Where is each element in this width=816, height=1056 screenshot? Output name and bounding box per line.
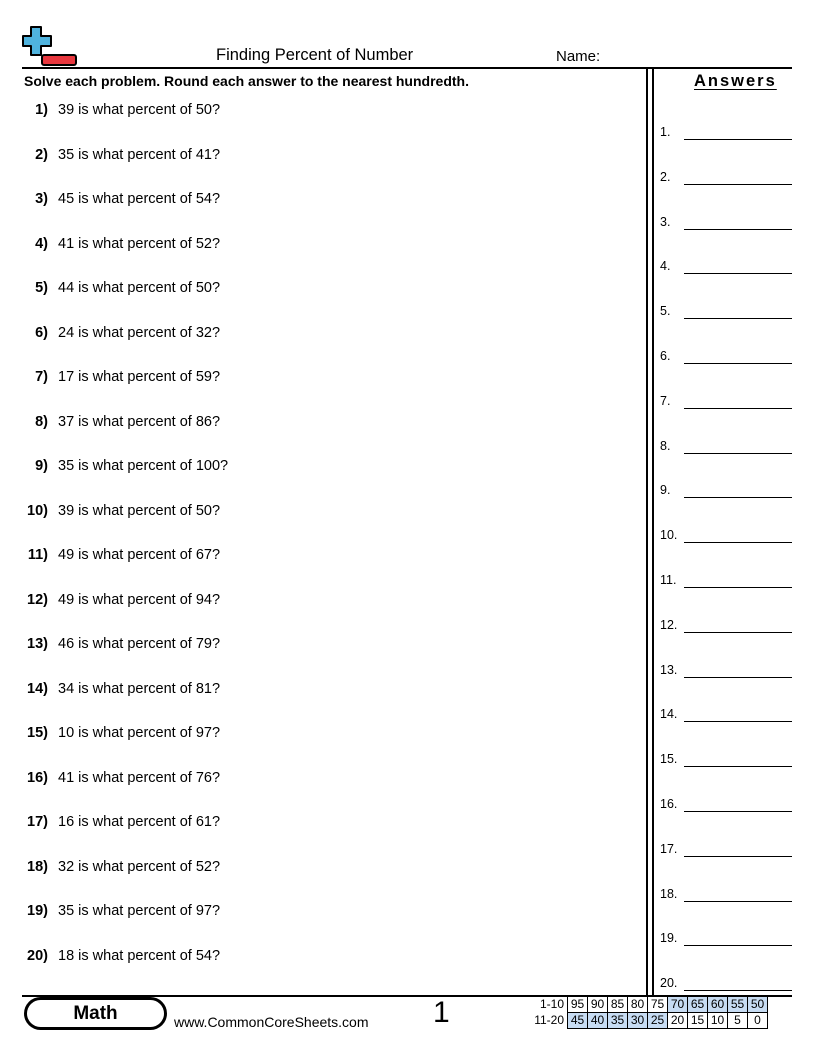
answer-line (684, 811, 792, 812)
problem-number: 15) (27, 725, 48, 741)
math-badge (24, 997, 167, 1030)
score-cell: 25 (648, 1013, 668, 1029)
problem-text: 41 is what percent of 52? (58, 235, 221, 252)
answer-field (660, 434, 792, 454)
problem-item (20, 545, 220, 565)
answer-field (660, 882, 792, 902)
problem-item (20, 100, 220, 120)
score-row-label: 11-20 (534, 1013, 564, 1027)
answer-field (660, 478, 792, 498)
problem-item (20, 234, 220, 254)
problem-item (20, 812, 220, 832)
score-cell: 75 (648, 997, 668, 1013)
problem-number: 19) (27, 903, 48, 919)
answer-number: 1. (660, 125, 671, 139)
problem-text: 34 is what percent of 81? (58, 680, 221, 697)
problem-item (20, 901, 220, 921)
problem-text: 17 is what percent of 59? (58, 369, 221, 385)
score-cell: 95 (568, 997, 588, 1013)
problem-item (20, 367, 220, 387)
answer-field (660, 165, 792, 185)
problem-number: 14) (27, 680, 48, 697)
answer-line (684, 901, 792, 902)
name-label: Name: (556, 48, 601, 65)
website-url: www.CommonCoreSheets.com (174, 1014, 369, 1030)
answer-number: 13. (660, 662, 678, 677)
page-number: 1 (433, 996, 450, 1029)
score-cell: 60 (708, 997, 728, 1013)
score-cell: 15 (688, 1013, 708, 1029)
answer-field (660, 971, 792, 991)
problem-number: 16) (27, 769, 48, 786)
problem-number: 4) (35, 235, 48, 252)
answer-field (660, 926, 792, 946)
answers-heading: Answers (694, 72, 777, 90)
score-table (526, 996, 768, 1029)
score-cell: 90 (588, 997, 608, 1013)
problem-number: 2) (35, 146, 48, 163)
problem-number: 17) (27, 814, 48, 830)
answer-line (684, 856, 792, 857)
answer-number: 12. (660, 617, 678, 632)
answer-line (684, 721, 792, 722)
problem-text: 37 is what percent of 86? (58, 413, 221, 430)
score-cell: 35 (608, 1013, 628, 1029)
answer-number: 16. (660, 797, 678, 811)
answer-field (660, 210, 792, 230)
problem-text: 16 is what percent of 61? (58, 814, 221, 830)
answer-line (684, 229, 792, 230)
problem-number: 12) (27, 591, 48, 608)
answer-line (684, 363, 792, 364)
worksheet-title: Finding Percent of Number (216, 46, 414, 64)
answer-number: 15. (660, 752, 678, 767)
answer-line (684, 587, 792, 588)
answer-field (660, 837, 792, 857)
answer-number: 4. (660, 259, 671, 274)
score-row (526, 997, 768, 1013)
problem-item (20, 946, 220, 966)
score-cell: 30 (628, 1013, 648, 1029)
problem-item (20, 634, 220, 654)
answer-line (684, 139, 792, 140)
answer-line (684, 945, 792, 946)
problem-item (20, 723, 220, 743)
answer-number: 3. (660, 214, 671, 229)
score-cell: 40 (588, 1013, 608, 1029)
problem-text: 49 is what percent of 67? (58, 547, 221, 563)
problem-item (20, 679, 220, 699)
answer-field (660, 120, 792, 140)
answer-line (684, 184, 792, 185)
answer-number: 7. (660, 393, 671, 408)
answer-number: 17. (660, 841, 678, 856)
answer-field (660, 254, 792, 274)
answer-number: 19. (660, 931, 678, 946)
problem-item (20, 857, 220, 877)
problem-number: 18) (27, 858, 48, 875)
problem-text: 18 is what percent of 54? (58, 947, 221, 964)
problem-text: 39 is what percent of 50? (58, 102, 221, 118)
answer-line (684, 497, 792, 498)
problem-number: 5) (35, 280, 48, 296)
score-cell: 10 (708, 1013, 728, 1029)
logo-icon (22, 24, 78, 68)
answer-line (684, 542, 792, 543)
answer-field (660, 568, 792, 588)
problem-item (20, 189, 220, 209)
answer-line (684, 632, 792, 633)
problem-number: 20) (27, 947, 48, 964)
score-cell: 20 (668, 1013, 688, 1029)
answer-line (684, 408, 792, 409)
problem-text: 45 is what percent of 54? (58, 191, 221, 207)
answer-number: 20. (660, 976, 678, 991)
problem-text: 49 is what percent of 94? (58, 591, 221, 608)
answer-field (660, 702, 792, 722)
answer-field (660, 389, 792, 409)
score-cell: 45 (568, 1013, 588, 1029)
answer-number: 11. (660, 573, 677, 587)
score-row-label: 1-10 (539, 997, 564, 1011)
answer-field (660, 523, 792, 543)
math-badge-label: Math (27, 1000, 164, 1027)
problem-number: 3) (35, 191, 48, 207)
problem-item (20, 768, 220, 788)
answer-line (684, 990, 792, 991)
answer-line (684, 766, 792, 767)
score-cell: 50 (748, 997, 768, 1013)
problem-number: 1) (35, 102, 48, 118)
problem-item (20, 278, 220, 298)
answer-line (684, 677, 792, 678)
problem-number: 10) (27, 502, 48, 519)
column-divider-left (646, 69, 648, 997)
answer-number: 8. (660, 438, 671, 453)
problem-text: 32 is what percent of 52? (58, 858, 221, 875)
answer-number: 10. (660, 528, 678, 543)
answer-field (660, 344, 792, 364)
answer-number: 9. (660, 483, 671, 498)
problem-item (20, 590, 220, 610)
problem-item (20, 456, 228, 476)
problem-text: 39 is what percent of 50? (58, 502, 221, 519)
answer-line (684, 318, 792, 319)
answer-field (660, 658, 792, 678)
score-cell: 70 (668, 997, 688, 1013)
problem-text: 35 is what percent of 41? (58, 146, 221, 163)
score-cell: 65 (688, 997, 708, 1013)
problem-number: 7) (35, 369, 48, 385)
problem-number: 6) (35, 324, 48, 341)
column-divider-right (652, 69, 654, 997)
answer-number: 2. (660, 169, 671, 184)
problem-number: 9) (35, 458, 48, 474)
score-cell: 80 (628, 997, 648, 1013)
answer-number: 6. (660, 349, 671, 363)
problem-text: 10 is what percent of 97? (58, 725, 221, 741)
problem-item (20, 145, 220, 165)
answer-field (660, 299, 792, 319)
score-cell: 55 (728, 997, 748, 1013)
problem-number: 11) (27, 547, 48, 563)
problem-number: 8) (35, 413, 48, 430)
instructions: Solve each problem. Round each answer to the nearest hundredth. (24, 73, 469, 89)
problem-item (20, 412, 220, 432)
problem-text: 44 is what percent of 50? (58, 280, 221, 296)
header-divider (22, 67, 792, 69)
answer-field (660, 792, 792, 812)
score-cell: 0 (748, 1013, 768, 1029)
problem-item (20, 323, 220, 343)
answer-line (684, 453, 792, 454)
answer-number: 5. (660, 304, 671, 319)
answer-number: 18. (660, 886, 678, 901)
answer-line (684, 273, 792, 274)
problem-text: 46 is what percent of 79? (58, 636, 221, 652)
score-cell: 85 (608, 997, 628, 1013)
answer-number: 14. (660, 707, 678, 722)
problem-number: 13) (27, 636, 48, 652)
problem-text: 35 is what percent of 100? (58, 458, 229, 474)
score-row (526, 1013, 768, 1029)
problem-text: 35 is what percent of 97? (58, 903, 221, 919)
answer-field (660, 747, 792, 767)
problem-text: 24 is what percent of 32? (58, 324, 221, 341)
answer-field (660, 613, 792, 633)
problem-item (20, 501, 220, 521)
score-cell: 5 (728, 1013, 748, 1029)
problem-text: 41 is what percent of 76? (58, 769, 221, 786)
